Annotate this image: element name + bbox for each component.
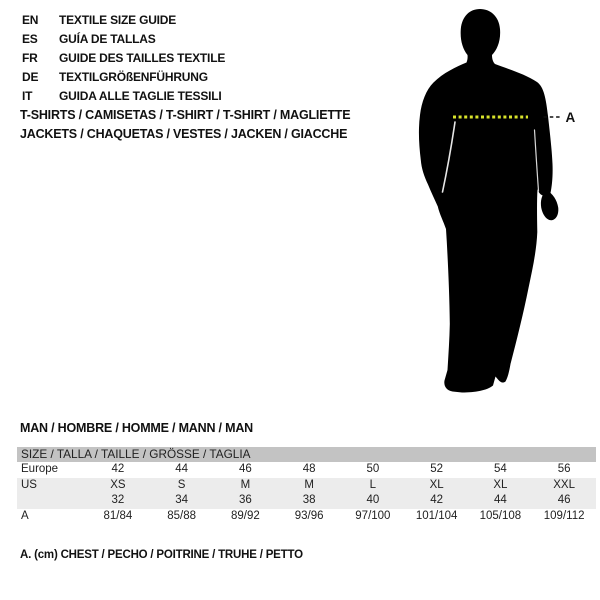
language-row — [22, 86, 225, 105]
table-cell: XL — [493, 478, 508, 491]
size-table-body — [17, 462, 596, 524]
table-cell: 97/100 — [355, 509, 391, 522]
language-code: IT — [22, 88, 33, 103]
language-code: DE — [22, 69, 39, 84]
chest-footnote: A. (cm) CHEST / PECHO / POITRINE / TRUHE / PETTO — [20, 549, 303, 561]
table-cell: 46 — [557, 494, 571, 506]
man-heading: MAN / HOMBRE / HOMME / MANN / MAN — [20, 421, 253, 435]
table-cell: 56 — [557, 463, 571, 475]
table-cell: M — [240, 478, 251, 491]
table-row — [17, 509, 596, 525]
table-cell: L — [369, 478, 377, 491]
table-row — [17, 478, 596, 494]
man-silhouette-figure — [405, 5, 585, 400]
table-cell: XS — [110, 478, 126, 491]
table-cell: 101/104 — [415, 509, 458, 522]
language-label: GUIDA ALLE TAGLIE TESSILI — [59, 88, 222, 103]
table-cell: 93/96 — [294, 509, 324, 522]
table-cell: XL — [429, 478, 444, 491]
table-cell: 34 — [175, 494, 189, 506]
language-code: EN — [22, 12, 39, 27]
man-silhouette-hand — [541, 191, 558, 221]
language-code: ES — [22, 31, 38, 46]
table-row — [17, 493, 596, 509]
table-row-label: Europe — [21, 463, 59, 475]
table-cell: 42 — [430, 494, 444, 506]
table-cell: 105/108 — [479, 509, 522, 522]
language-label: TEXTILE SIZE GUIDE — [59, 12, 177, 27]
table-cell: 54 — [493, 463, 507, 475]
language-row — [22, 29, 225, 48]
table-cell: 32 — [111, 494, 125, 506]
language-row — [22, 10, 225, 29]
table-cell: M — [304, 478, 314, 491]
table-cell: 52 — [430, 463, 444, 475]
category-line-jackets: JACKETS / CHAQUETAS / VESTES / JACKEN / GIACCHE — [20, 127, 348, 141]
size-table — [17, 447, 596, 524]
table-cell: 81/84 — [103, 509, 133, 522]
table-cell: 44 — [175, 463, 189, 475]
man-silhouette-svg — [405, 5, 585, 400]
table-cell: 44 — [493, 494, 507, 506]
table-cell: 36 — [238, 494, 252, 506]
table-cell: XXL — [553, 478, 575, 491]
language-row — [22, 67, 225, 86]
table-cell: 38 — [302, 494, 316, 506]
language-row — [22, 48, 225, 67]
table-row-label — [17, 493, 86, 509]
man-silhouette-body — [419, 9, 553, 393]
language-code: FR — [22, 50, 38, 65]
language-label: GUÍA DE TALLAS — [59, 31, 156, 46]
table-cell: 109/112 — [543, 509, 585, 522]
table-row — [17, 462, 596, 478]
table-row-label: US — [21, 478, 37, 491]
table-cell: 42 — [111, 463, 125, 475]
table-cell: 85/88 — [167, 509, 197, 522]
table-cell: 89/92 — [230, 509, 260, 522]
table-cell: 48 — [302, 463, 316, 475]
table-cell: 50 — [366, 463, 380, 475]
size-table-header: SIZE / TALLA / TAILLE / GRÖSSE / TAGLIA — [17, 447, 596, 462]
table-cell: 46 — [238, 463, 252, 475]
language-list — [22, 10, 225, 105]
category-line-tshirts: T-SHIRTS / CAMISETAS / T-SHIRT / T-SHIRT / MAGLIETTE — [20, 108, 351, 122]
category-lines — [20, 106, 350, 144]
table-cell: S — [177, 478, 186, 491]
table-cell: 40 — [366, 494, 380, 506]
table-row-label: A — [21, 509, 29, 522]
language-label: TEXTILGRÖßENFÜHRUNG — [59, 69, 208, 84]
language-label: GUIDE DES TAILLES TEXTILE — [59, 50, 226, 65]
measure-label-a: A — [565, 110, 576, 125]
